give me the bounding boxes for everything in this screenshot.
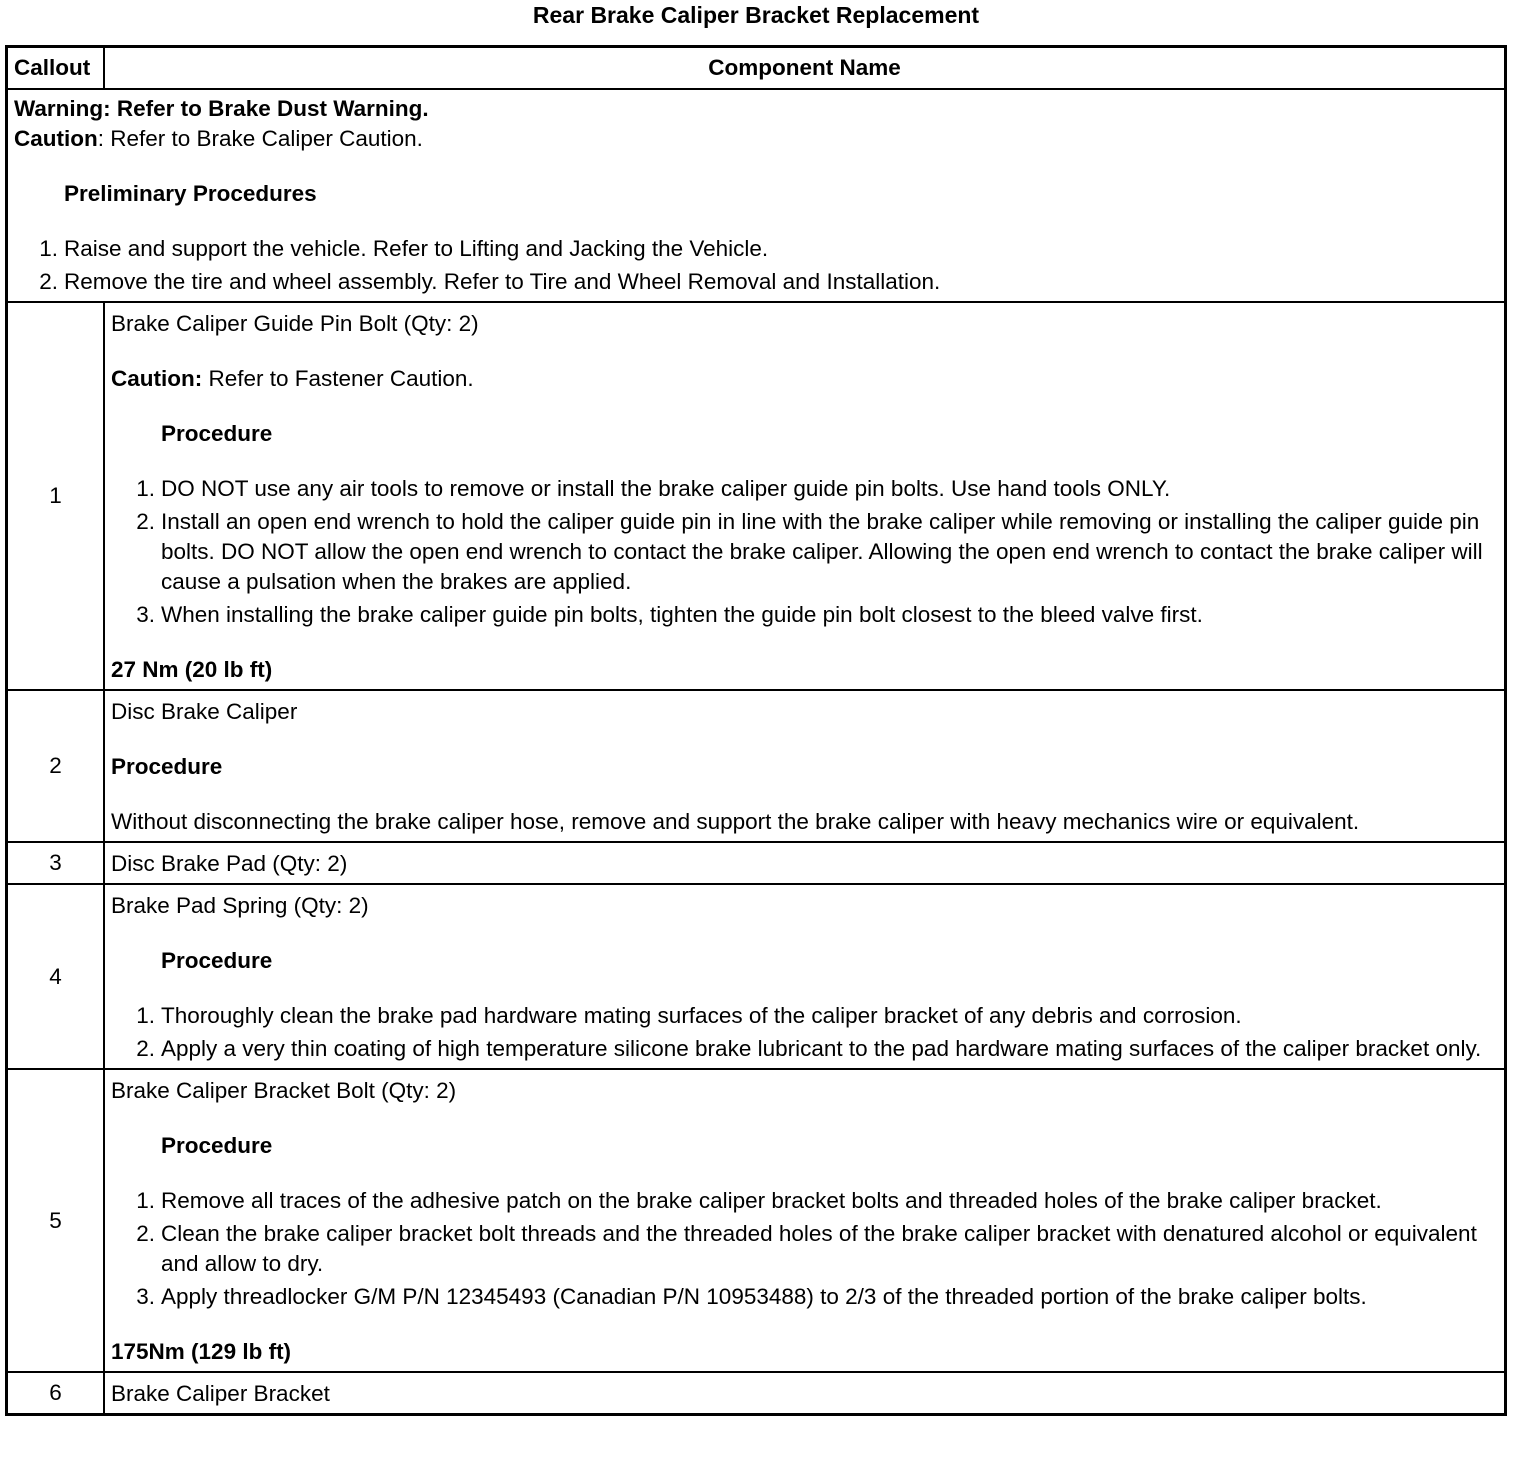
procedure-heading: Procedure xyxy=(161,421,273,446)
component-cell xyxy=(104,1069,1506,1372)
step-number: 2. xyxy=(39,269,58,294)
step-text: Clean the brake caliper bracket bolt threads and the threaded holes of the brake caliper bracket with denatured alcohol or equivalent and allow to dry. xyxy=(161,1221,1477,1276)
component-name: Disc Brake Pad (Qty: 2) xyxy=(111,851,348,876)
component-cell xyxy=(104,302,1506,690)
caution-line xyxy=(111,364,1498,394)
step-text: When installing the brake caliper guide pin bolts, tighten the guide pin bolt closest to the bleed valve first. xyxy=(161,602,1203,627)
step-number: 2. xyxy=(136,1221,155,1246)
list-item xyxy=(111,1186,1498,1216)
step-number: 1. xyxy=(136,476,155,501)
step-text: Apply a very thin coating of high temperature silicone brake lubricant to the pad hardware mating surfaces of the caliper bracket only. xyxy=(161,1036,1482,1061)
component-name: Brake Caliper Bracket xyxy=(111,1381,330,1406)
list-item xyxy=(111,474,1498,504)
preliminary-heading: Preliminary Procedures xyxy=(64,181,317,206)
step-number: 1. xyxy=(39,236,58,261)
procedure-text: Without disconnecting the brake caliper hose, remove and support the brake caliper with heavy mechanics wire or equivalent. xyxy=(111,809,1360,834)
table-row xyxy=(7,884,1506,1069)
procedure-steps xyxy=(111,1186,1498,1312)
component-name: Brake Caliper Guide Pin Bolt (Qty: 2) xyxy=(111,311,479,336)
torque-spec: 175Nm (129 lb ft) xyxy=(111,1339,292,1364)
callout-cell: 1 xyxy=(7,302,105,690)
caution-text: : Refer to Brake Caliper Caution. xyxy=(97,126,423,151)
step-number: 3. xyxy=(136,1284,155,1309)
caution-line xyxy=(14,124,1498,154)
step-number: 1. xyxy=(136,1188,155,1213)
table-row xyxy=(7,842,1506,884)
table-row xyxy=(7,690,1506,842)
list-item xyxy=(111,1001,1498,1031)
table-row xyxy=(7,302,1506,690)
component-cell xyxy=(104,884,1506,1069)
list-item xyxy=(111,1219,1498,1279)
list-item xyxy=(111,507,1498,597)
torque-spec: 27 Nm (20 lb ft) xyxy=(111,657,273,682)
component-name: Brake Pad Spring (Qty: 2) xyxy=(111,893,369,918)
step-text: Apply threadlocker G/M P/N 12345493 (Canadian P/N 10953488) to 2/3 of the threaded portion of the brake caliper bolts. xyxy=(161,1284,1367,1309)
step-text: DO NOT use any air tools to remove or install the brake caliper guide pin bolts. Use hand tools ONLY. xyxy=(161,476,1171,501)
step-number: 3. xyxy=(136,602,155,627)
table-header-row xyxy=(7,47,1506,90)
list-item xyxy=(14,267,1498,297)
intro-row xyxy=(7,89,1506,302)
component-cell xyxy=(104,842,1506,884)
caution-text: Refer to Fastener Caution. xyxy=(202,366,474,391)
procedure-heading: Procedure xyxy=(111,754,223,779)
list-item xyxy=(111,600,1498,630)
warning-text: Refer to Brake Dust Warning. xyxy=(110,96,429,121)
callout-cell: 4 xyxy=(7,884,105,1069)
step-text: Remove all traces of the adhesive patch on the brake caliper bracket bolts and threaded holes of the brake caliper bracket. xyxy=(161,1188,1382,1213)
table-row xyxy=(7,1069,1506,1372)
step-text: Remove the tire and wheel assembly. Refer to Tire and Wheel Removal and Installation. xyxy=(64,269,941,294)
step-number: 2. xyxy=(136,509,155,534)
callout-cell: 2 xyxy=(7,690,105,842)
list-item xyxy=(14,234,1498,264)
step-text: Raise and support the vehicle. Refer to Lifting and Jacking the Vehicle. xyxy=(64,236,769,261)
callout-header: Callout xyxy=(7,47,105,90)
component-cell xyxy=(104,690,1506,842)
procedure-heading: Procedure xyxy=(161,1133,273,1158)
procedure-steps xyxy=(111,474,1498,630)
table-row xyxy=(7,1372,1506,1415)
callout-cell: 6 xyxy=(7,1372,105,1415)
component-name: Brake Caliper Bracket Bolt (Qty: 2) xyxy=(111,1078,457,1103)
step-number: 2. xyxy=(136,1036,155,1061)
step-text: Thoroughly clean the brake pad hardware mating surfaces of the caliper bracket of any debris and corrosion. xyxy=(161,1003,1242,1028)
step-text: Install an open end wrench to hold the caliper guide pin in line with the brake caliper while removing or installing the caliper guide pin bolts. DO NOT allow the open end wrench to contact the brake caliper. Allowing the open end wrench to contact the brake caliper will cause a pulsation when the brakes are applied. xyxy=(161,509,1483,594)
procedure-heading: Procedure xyxy=(161,948,273,973)
procedure-steps xyxy=(111,1001,1498,1064)
list-item xyxy=(111,1034,1498,1064)
page-title: Rear Brake Caliper Bracket Replacement xyxy=(532,2,980,28)
warning-line xyxy=(14,94,1498,124)
callout-cell: 5 xyxy=(7,1069,105,1372)
component-name-header: Component Name xyxy=(104,47,1506,90)
components-table xyxy=(5,45,1507,1416)
list-item xyxy=(111,1282,1498,1312)
preliminary-steps xyxy=(14,234,1498,297)
component-cell xyxy=(104,1372,1506,1415)
caution-label: Caution xyxy=(14,126,98,151)
intro-cell xyxy=(7,89,1506,302)
callout-cell: 3 xyxy=(7,842,105,884)
caution-label: Caution: xyxy=(111,366,203,391)
component-name: Disc Brake Caliper xyxy=(111,699,298,724)
step-number: 1. xyxy=(136,1003,155,1028)
warning-label: Warning: xyxy=(14,96,111,121)
